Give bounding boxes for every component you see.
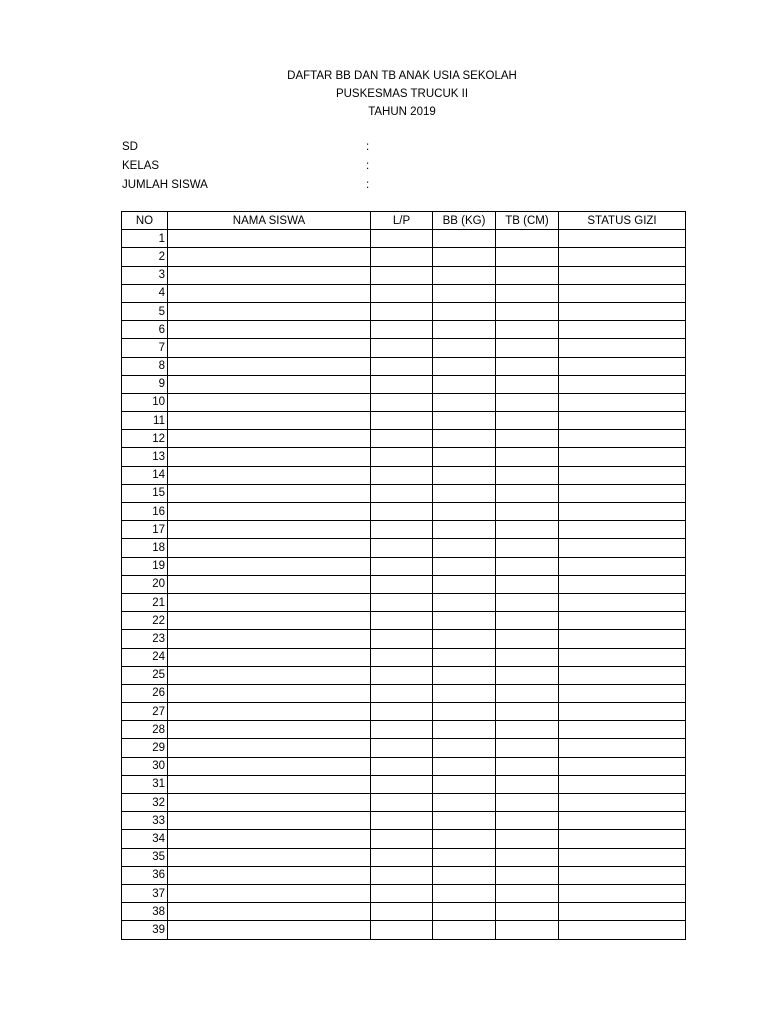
tb-cell[interactable]	[496, 739, 559, 757]
bb-cell[interactable]	[433, 484, 496, 502]
bb-cell[interactable]	[433, 430, 496, 448]
bb-cell[interactable]	[433, 248, 496, 266]
lp-cell[interactable]	[371, 921, 433, 939]
status-gizi-cell[interactable]	[559, 248, 686, 266]
row-number-cell: 3	[122, 266, 168, 284]
lp-cell[interactable]	[371, 430, 433, 448]
bb-cell[interactable]	[433, 921, 496, 939]
tb-cell[interactable]	[496, 757, 559, 775]
nama-siswa-cell[interactable]	[168, 248, 371, 266]
lp-cell[interactable]	[371, 575, 433, 593]
nama-siswa-cell[interactable]	[168, 521, 371, 539]
nama-siswa-cell[interactable]	[168, 302, 371, 320]
lp-cell[interactable]	[371, 648, 433, 666]
bb-cell[interactable]	[433, 521, 496, 539]
status-gizi-cell[interactable]	[559, 612, 686, 630]
nama-siswa-cell[interactable]	[168, 321, 371, 339]
status-gizi-cell[interactable]	[559, 412, 686, 430]
status-gizi-cell[interactable]	[559, 448, 686, 466]
nama-siswa-cell[interactable]	[168, 339, 371, 357]
table-row	[122, 666, 686, 684]
nama-siswa-cell[interactable]	[168, 557, 371, 575]
row-number-cell: 12	[122, 430, 168, 448]
nama-siswa-cell[interactable]	[168, 539, 371, 557]
nama-siswa-cell[interactable]	[168, 921, 371, 939]
nama-siswa-cell[interactable]	[168, 230, 371, 248]
row-number-cell: 8	[122, 357, 168, 375]
bb-cell[interactable]	[433, 666, 496, 684]
nama-siswa-cell[interactable]	[168, 466, 371, 484]
tb-cell[interactable]	[496, 630, 559, 648]
tb-cell[interactable]	[496, 557, 559, 575]
bb-cell[interactable]	[433, 266, 496, 284]
lp-cell[interactable]	[371, 830, 433, 848]
tb-cell[interactable]	[496, 666, 559, 684]
status-gizi-cell[interactable]	[559, 593, 686, 611]
status-gizi-cell[interactable]	[559, 921, 686, 939]
nama-siswa-cell[interactable]	[168, 648, 371, 666]
nama-siswa-cell[interactable]	[168, 866, 371, 884]
nama-siswa-cell[interactable]	[168, 448, 371, 466]
tb-cell[interactable]	[496, 321, 559, 339]
table-row	[122, 684, 686, 702]
status-gizi-cell[interactable]	[559, 375, 686, 393]
table-row	[122, 721, 686, 739]
header-lp: L/P	[371, 212, 433, 230]
nama-siswa-cell[interactable]	[168, 412, 371, 430]
lp-cell[interactable]	[371, 884, 433, 902]
lp-cell[interactable]	[371, 630, 433, 648]
tb-cell[interactable]	[496, 775, 559, 793]
status-gizi-cell[interactable]	[559, 357, 686, 375]
row-number-cell: 37	[122, 884, 168, 902]
lp-cell[interactable]	[371, 339, 433, 357]
bb-cell[interactable]	[433, 466, 496, 484]
row-number-cell: 32	[122, 794, 168, 812]
table-row	[122, 302, 686, 320]
row-number-cell: 16	[122, 503, 168, 521]
table-row	[122, 830, 686, 848]
lp-cell[interactable]	[371, 412, 433, 430]
bb-cell[interactable]	[433, 684, 496, 702]
lp-cell[interactable]	[371, 521, 433, 539]
lp-cell[interactable]	[371, 466, 433, 484]
status-gizi-cell[interactable]	[559, 666, 686, 684]
row-number-cell: 35	[122, 848, 168, 866]
lp-cell[interactable]	[371, 721, 433, 739]
header-bb: BB (KG)	[433, 212, 496, 230]
status-gizi-cell[interactable]	[559, 339, 686, 357]
status-gizi-cell[interactable]	[559, 466, 686, 484]
row-number-cell: 10	[122, 393, 168, 411]
nama-siswa-cell[interactable]	[168, 775, 371, 793]
row-number-cell: 33	[122, 812, 168, 830]
table-row	[122, 393, 686, 411]
row-number-cell: 24	[122, 648, 168, 666]
bb-cell[interactable]	[433, 757, 496, 775]
status-gizi-cell[interactable]	[559, 648, 686, 666]
row-number-cell: 18	[122, 539, 168, 557]
tb-cell[interactable]	[496, 703, 559, 721]
bb-cell[interactable]	[433, 775, 496, 793]
row-number-cell: 36	[122, 866, 168, 884]
table-row	[122, 739, 686, 757]
tb-cell[interactable]	[496, 612, 559, 630]
row-number-cell: 38	[122, 903, 168, 921]
status-gizi-cell[interactable]	[559, 321, 686, 339]
status-gizi-cell[interactable]	[559, 830, 686, 848]
status-gizi-cell[interactable]	[559, 230, 686, 248]
nama-siswa-cell[interactable]	[168, 739, 371, 757]
table-row	[122, 412, 686, 430]
status-gizi-cell[interactable]	[559, 575, 686, 593]
lp-cell[interactable]	[371, 812, 433, 830]
lp-cell[interactable]	[371, 684, 433, 702]
tb-cell[interactable]	[496, 521, 559, 539]
row-number-cell: 6	[122, 321, 168, 339]
lp-cell[interactable]	[371, 302, 433, 320]
status-gizi-cell[interactable]	[559, 757, 686, 775]
lp-cell[interactable]	[371, 703, 433, 721]
nama-siswa-cell[interactable]	[168, 266, 371, 284]
bb-cell[interactable]	[433, 612, 496, 630]
bb-cell[interactable]	[433, 339, 496, 357]
tb-cell[interactable]	[496, 648, 559, 666]
status-gizi-cell[interactable]	[559, 812, 686, 830]
nama-siswa-cell[interactable]	[168, 593, 371, 611]
status-gizi-cell[interactable]	[559, 430, 686, 448]
row-number-cell: 26	[122, 684, 168, 702]
info-row-sd	[122, 138, 422, 157]
tb-cell[interactable]	[496, 884, 559, 902]
table-row	[122, 903, 686, 921]
lp-cell[interactable]	[371, 448, 433, 466]
nama-siswa-cell[interactable]	[168, 484, 371, 502]
status-gizi-cell[interactable]	[559, 284, 686, 302]
row-number-cell: 30	[122, 757, 168, 775]
bb-cell[interactable]	[433, 448, 496, 466]
table-row	[122, 230, 686, 248]
bb-cell[interactable]	[433, 648, 496, 666]
row-number-cell: 27	[122, 703, 168, 721]
tb-cell[interactable]	[496, 848, 559, 866]
tb-cell[interactable]	[496, 830, 559, 848]
row-number-cell: 17	[122, 521, 168, 539]
table-row	[122, 794, 686, 812]
lp-cell[interactable]	[371, 794, 433, 812]
status-gizi-cell[interactable]	[559, 721, 686, 739]
table-row	[122, 521, 686, 539]
header-status-gizi: STATUS GIZI	[559, 212, 686, 230]
nama-siswa-cell[interactable]	[168, 848, 371, 866]
document-header	[0, 67, 768, 121]
info-row-jumlah-siswa	[122, 176, 422, 195]
title-line-2: PUSKESMAS TRUCUK II	[335, 88, 469, 100]
bb-cell[interactable]	[433, 412, 496, 430]
tb-cell[interactable]	[496, 302, 559, 320]
row-number-cell: 15	[122, 484, 168, 502]
status-gizi-cell[interactable]	[559, 630, 686, 648]
status-gizi-cell[interactable]	[559, 539, 686, 557]
status-gizi-cell[interactable]	[559, 484, 686, 502]
status-gizi-cell[interactable]	[559, 703, 686, 721]
status-gizi-cell[interactable]	[559, 503, 686, 521]
row-number-cell: 28	[122, 721, 168, 739]
info-colon-jumlah-siswa: :	[366, 179, 370, 191]
bb-cell[interactable]	[433, 230, 496, 248]
tb-cell[interactable]	[496, 921, 559, 939]
row-number-cell: 25	[122, 666, 168, 684]
info-label-kelas: KELAS	[122, 160, 160, 172]
lp-cell[interactable]	[371, 866, 433, 884]
lp-cell[interactable]	[371, 775, 433, 793]
row-number-cell: 7	[122, 339, 168, 357]
header-tb: TB (CM)	[496, 212, 559, 230]
info-colon-kelas: :	[366, 160, 370, 172]
lp-cell[interactable]	[371, 757, 433, 775]
table-row	[122, 575, 686, 593]
tb-cell[interactable]	[496, 503, 559, 521]
info-row-kelas	[122, 157, 422, 176]
nama-siswa-cell[interactable]	[168, 884, 371, 902]
nama-siswa-cell[interactable]	[168, 830, 371, 848]
table-row	[122, 466, 686, 484]
table-row	[122, 612, 686, 630]
row-number-cell: 31	[122, 775, 168, 793]
tb-cell[interactable]	[496, 284, 559, 302]
table-row	[122, 321, 686, 339]
bb-cell[interactable]	[433, 302, 496, 320]
nama-siswa-cell[interactable]	[168, 903, 371, 921]
table-row	[122, 884, 686, 902]
tb-cell[interactable]	[496, 866, 559, 884]
row-number-cell: 13	[122, 448, 168, 466]
table-row	[122, 375, 686, 393]
table-row	[122, 448, 686, 466]
row-number-cell: 23	[122, 630, 168, 648]
tb-cell[interactable]	[496, 721, 559, 739]
table-row	[122, 812, 686, 830]
nama-siswa-cell[interactable]	[168, 721, 371, 739]
bb-cell[interactable]	[433, 721, 496, 739]
status-gizi-cell[interactable]	[559, 848, 686, 866]
info-label-sd: SD	[122, 141, 138, 153]
tb-cell[interactable]	[496, 684, 559, 702]
table-row	[122, 593, 686, 611]
nama-siswa-cell[interactable]	[168, 503, 371, 521]
student-table	[121, 211, 686, 940]
nama-siswa-cell[interactable]	[168, 575, 371, 593]
header-nama-siswa: NAMA SISWA	[168, 212, 371, 230]
lp-cell[interactable]	[371, 903, 433, 921]
row-number-cell: 5	[122, 302, 168, 320]
row-number-cell: 11	[122, 412, 168, 430]
table-row	[122, 648, 686, 666]
tb-cell[interactable]	[496, 448, 559, 466]
nama-siswa-cell[interactable]	[168, 357, 371, 375]
status-gizi-cell[interactable]	[559, 266, 686, 284]
info-section	[122, 138, 422, 195]
lp-cell[interactable]	[371, 248, 433, 266]
tb-cell[interactable]	[496, 430, 559, 448]
lp-cell[interactable]	[371, 557, 433, 575]
nama-siswa-cell[interactable]	[168, 703, 371, 721]
bb-cell[interactable]	[433, 539, 496, 557]
status-gizi-cell[interactable]	[559, 903, 686, 921]
table-row	[122, 630, 686, 648]
info-colon-sd: :	[366, 141, 370, 153]
table-row	[122, 266, 686, 284]
table-row	[122, 921, 686, 939]
status-gizi-cell[interactable]	[559, 775, 686, 793]
tb-cell[interactable]	[496, 357, 559, 375]
tb-cell[interactable]	[496, 466, 559, 484]
bb-cell[interactable]	[433, 593, 496, 611]
lp-cell[interactable]	[371, 284, 433, 302]
bb-cell[interactable]	[433, 794, 496, 812]
table-row	[122, 775, 686, 793]
tb-cell[interactable]	[496, 812, 559, 830]
table-row	[122, 757, 686, 775]
table-row	[122, 557, 686, 575]
nama-siswa-cell[interactable]	[168, 666, 371, 684]
table-row	[122, 357, 686, 375]
lp-cell[interactable]	[371, 593, 433, 611]
table-row	[122, 430, 686, 448]
lp-cell[interactable]	[371, 266, 433, 284]
nama-siswa-cell[interactable]	[168, 284, 371, 302]
tb-cell[interactable]	[496, 903, 559, 921]
lp-cell[interactable]	[371, 484, 433, 502]
bb-cell[interactable]	[433, 812, 496, 830]
bb-cell[interactable]	[433, 830, 496, 848]
header-no: NO	[122, 212, 168, 230]
row-number-cell: 34	[122, 830, 168, 848]
status-gizi-cell[interactable]	[559, 393, 686, 411]
title-line-1: DAFTAR BB DAN TB ANAK USIA SEKOLAH	[287, 70, 517, 82]
tb-cell[interactable]	[496, 266, 559, 284]
row-number-cell: 29	[122, 739, 168, 757]
status-gizi-cell[interactable]	[559, 866, 686, 884]
table-row	[122, 539, 686, 557]
status-gizi-cell[interactable]	[559, 739, 686, 757]
table-header-row	[122, 212, 686, 230]
tb-cell[interactable]	[496, 539, 559, 557]
tb-cell[interactable]	[496, 375, 559, 393]
nama-siswa-cell[interactable]	[168, 393, 371, 411]
bb-cell[interactable]	[433, 884, 496, 902]
row-number-cell: 14	[122, 466, 168, 484]
info-label-jumlah-siswa: JUMLAH SISWA	[122, 179, 208, 191]
nama-siswa-cell[interactable]	[168, 612, 371, 630]
bb-cell[interactable]	[433, 866, 496, 884]
table-row	[122, 866, 686, 884]
status-gizi-cell[interactable]	[559, 884, 686, 902]
lp-cell[interactable]	[371, 739, 433, 757]
tb-cell[interactable]	[496, 393, 559, 411]
bb-cell[interactable]	[433, 630, 496, 648]
bb-cell[interactable]	[433, 375, 496, 393]
nama-siswa-cell[interactable]	[168, 684, 371, 702]
lp-cell[interactable]	[371, 848, 433, 866]
bb-cell[interactable]	[433, 575, 496, 593]
bb-cell[interactable]	[433, 284, 496, 302]
row-number-cell: 2	[122, 248, 168, 266]
bb-cell[interactable]	[433, 503, 496, 521]
lp-cell[interactable]	[371, 666, 433, 684]
row-number-cell: 21	[122, 593, 168, 611]
bb-cell[interactable]	[433, 393, 496, 411]
table-row	[122, 248, 686, 266]
lp-cell[interactable]	[371, 375, 433, 393]
nama-siswa-cell[interactable]	[168, 375, 371, 393]
row-number-cell: 4	[122, 284, 168, 302]
table-row	[122, 284, 686, 302]
table-row	[122, 703, 686, 721]
tb-cell[interactable]	[496, 412, 559, 430]
lp-cell[interactable]	[371, 357, 433, 375]
lp-cell[interactable]	[371, 321, 433, 339]
lp-cell[interactable]	[371, 503, 433, 521]
bb-cell[interactable]	[433, 703, 496, 721]
row-number-cell: 9	[122, 375, 168, 393]
tb-cell[interactable]	[496, 230, 559, 248]
table-row	[122, 503, 686, 521]
tb-cell[interactable]	[496, 339, 559, 357]
title-line-3: TAHUN 2019	[368, 106, 436, 118]
table-row	[122, 484, 686, 502]
nama-siswa-cell[interactable]	[168, 430, 371, 448]
row-number-cell: 22	[122, 612, 168, 630]
status-gizi-cell[interactable]	[559, 684, 686, 702]
row-number-cell: 39	[122, 921, 168, 939]
tb-cell[interactable]	[496, 575, 559, 593]
lp-cell[interactable]	[371, 230, 433, 248]
status-gizi-cell[interactable]	[559, 794, 686, 812]
row-number-cell: 20	[122, 575, 168, 593]
status-gizi-cell[interactable]	[559, 302, 686, 320]
nama-siswa-cell[interactable]	[168, 794, 371, 812]
nama-siswa-cell[interactable]	[168, 812, 371, 830]
lp-cell[interactable]	[371, 393, 433, 411]
bb-cell[interactable]	[433, 903, 496, 921]
lp-cell[interactable]	[371, 612, 433, 630]
tb-cell[interactable]	[496, 794, 559, 812]
row-number-cell: 1	[122, 230, 168, 248]
status-gizi-cell[interactable]	[559, 557, 686, 575]
bb-cell[interactable]	[433, 557, 496, 575]
tb-cell[interactable]	[496, 593, 559, 611]
status-gizi-cell[interactable]	[559, 521, 686, 539]
tb-cell[interactable]	[496, 484, 559, 502]
lp-cell[interactable]	[371, 539, 433, 557]
row-number-cell: 19	[122, 557, 168, 575]
nama-siswa-cell[interactable]	[168, 630, 371, 648]
table-row	[122, 848, 686, 866]
tb-cell[interactable]	[496, 248, 559, 266]
bb-cell[interactable]	[433, 321, 496, 339]
nama-siswa-cell[interactable]	[168, 757, 371, 775]
bb-cell[interactable]	[433, 848, 496, 866]
bb-cell[interactable]	[433, 739, 496, 757]
table-body	[122, 230, 686, 939]
table-row	[122, 339, 686, 357]
bb-cell[interactable]	[433, 357, 496, 375]
